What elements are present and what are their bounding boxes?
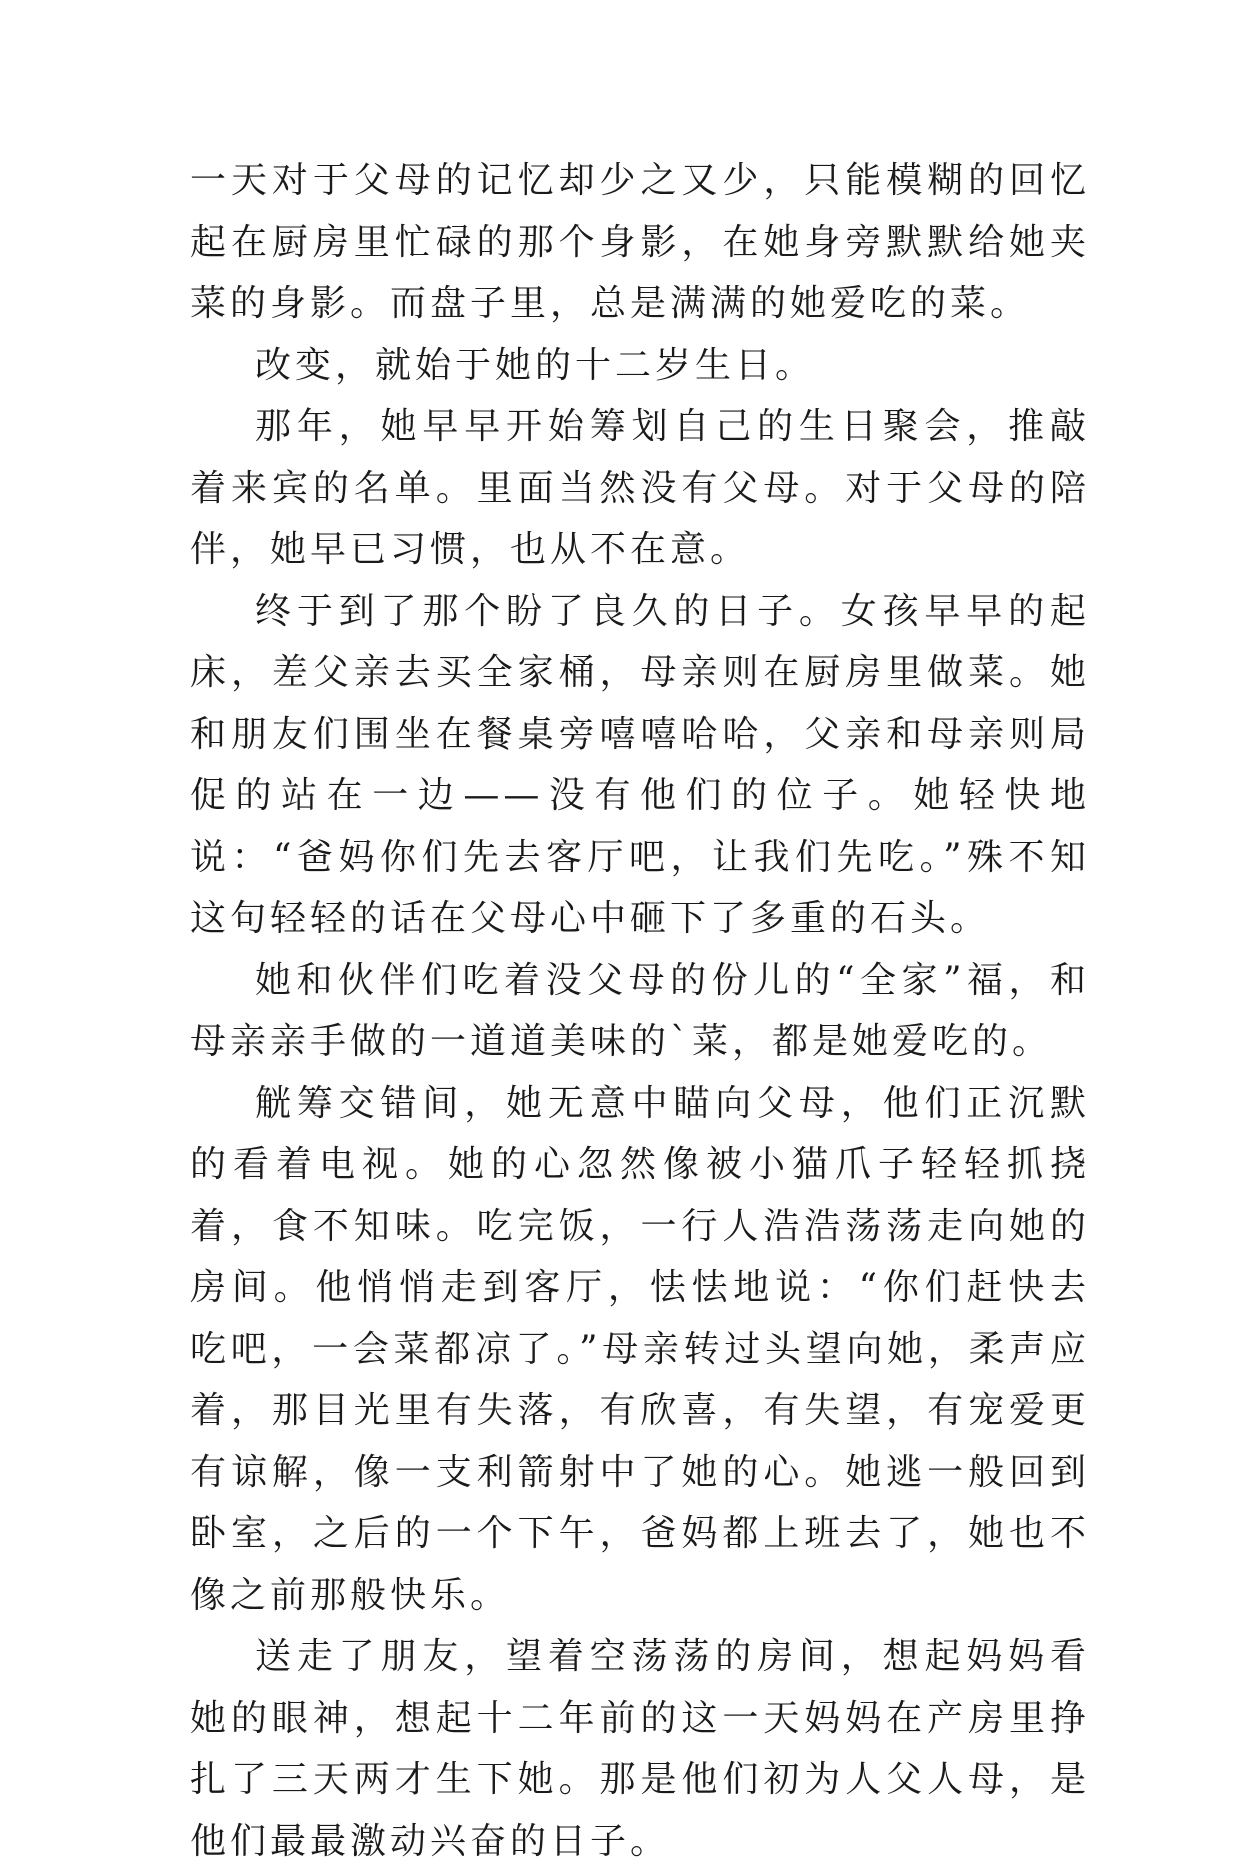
paragraph: 终于到了那个盼了良久的日子。女孩早早的起床，差父亲去买全家桶，母亲则在厨房里做菜。她和朋友们围坐在餐桌旁嘻嘻哈哈，父亲和母亲则局促的站在一边——没有他们的位子。她轻快地说：“爸妈你们先去客厅吧，让我们先吃。”殊不知这句轻轻的话在父母心中砸下了多重的石头。	[190, 590, 1090, 939]
paragraph: 觥筹交错间，她无意中瞄向父母，他们正沉默的看着电视。她的心忽然像被小猫爪子轻轻抓挠着，食不知味。吃完饭，一行人浩浩荡荡走向她的房间。他悄悄走到客厅，怯怯地说：“你们赶快去吃吧，一会菜都凉了。”母亲转过头望向她，柔声应着，那目光里有失落，有欣喜，有失望，有宠爱更有谅解，像一支利箭射中了她的心。她逃一般回到卧室，之后的一个下午，爸妈都上班去了，她也不像之前那般快乐。	[190, 1082, 1090, 1616]
paragraph: 她和伙伴们吃着没父母的份儿的“全家”福，和母亲亲手做的一道道美味的`菜，都是她爱吃的。	[190, 959, 1090, 1062]
paragraph: 改变，就始于她的十二岁生日。	[255, 344, 816, 386]
document-body	[190, 150, 1090, 1872]
paragraph: 那年，她早早开始筹划自己的生日聚会，推敲着来宾的名单。里面当然没有父母。对于父母的陪伴，她早已习惯，也从不在意。	[190, 406, 1090, 570]
paragraph: 一天对于父母的记忆却少之又少，只能模糊的回忆起在厨房里忙碌的那个身影，在她身旁默默给她夹菜的身影。而盘子里，总是满满的她爱吃的菜。	[190, 160, 1090, 324]
paragraph: 送走了朋友，望着空荡荡的房间，想起妈妈看她的眼神，想起十二年前的这一天妈妈在产房里挣扎了三天两才生下她。那是他们初为人父人母，是他们最最激动兴奋的日子。	[190, 1636, 1090, 1862]
